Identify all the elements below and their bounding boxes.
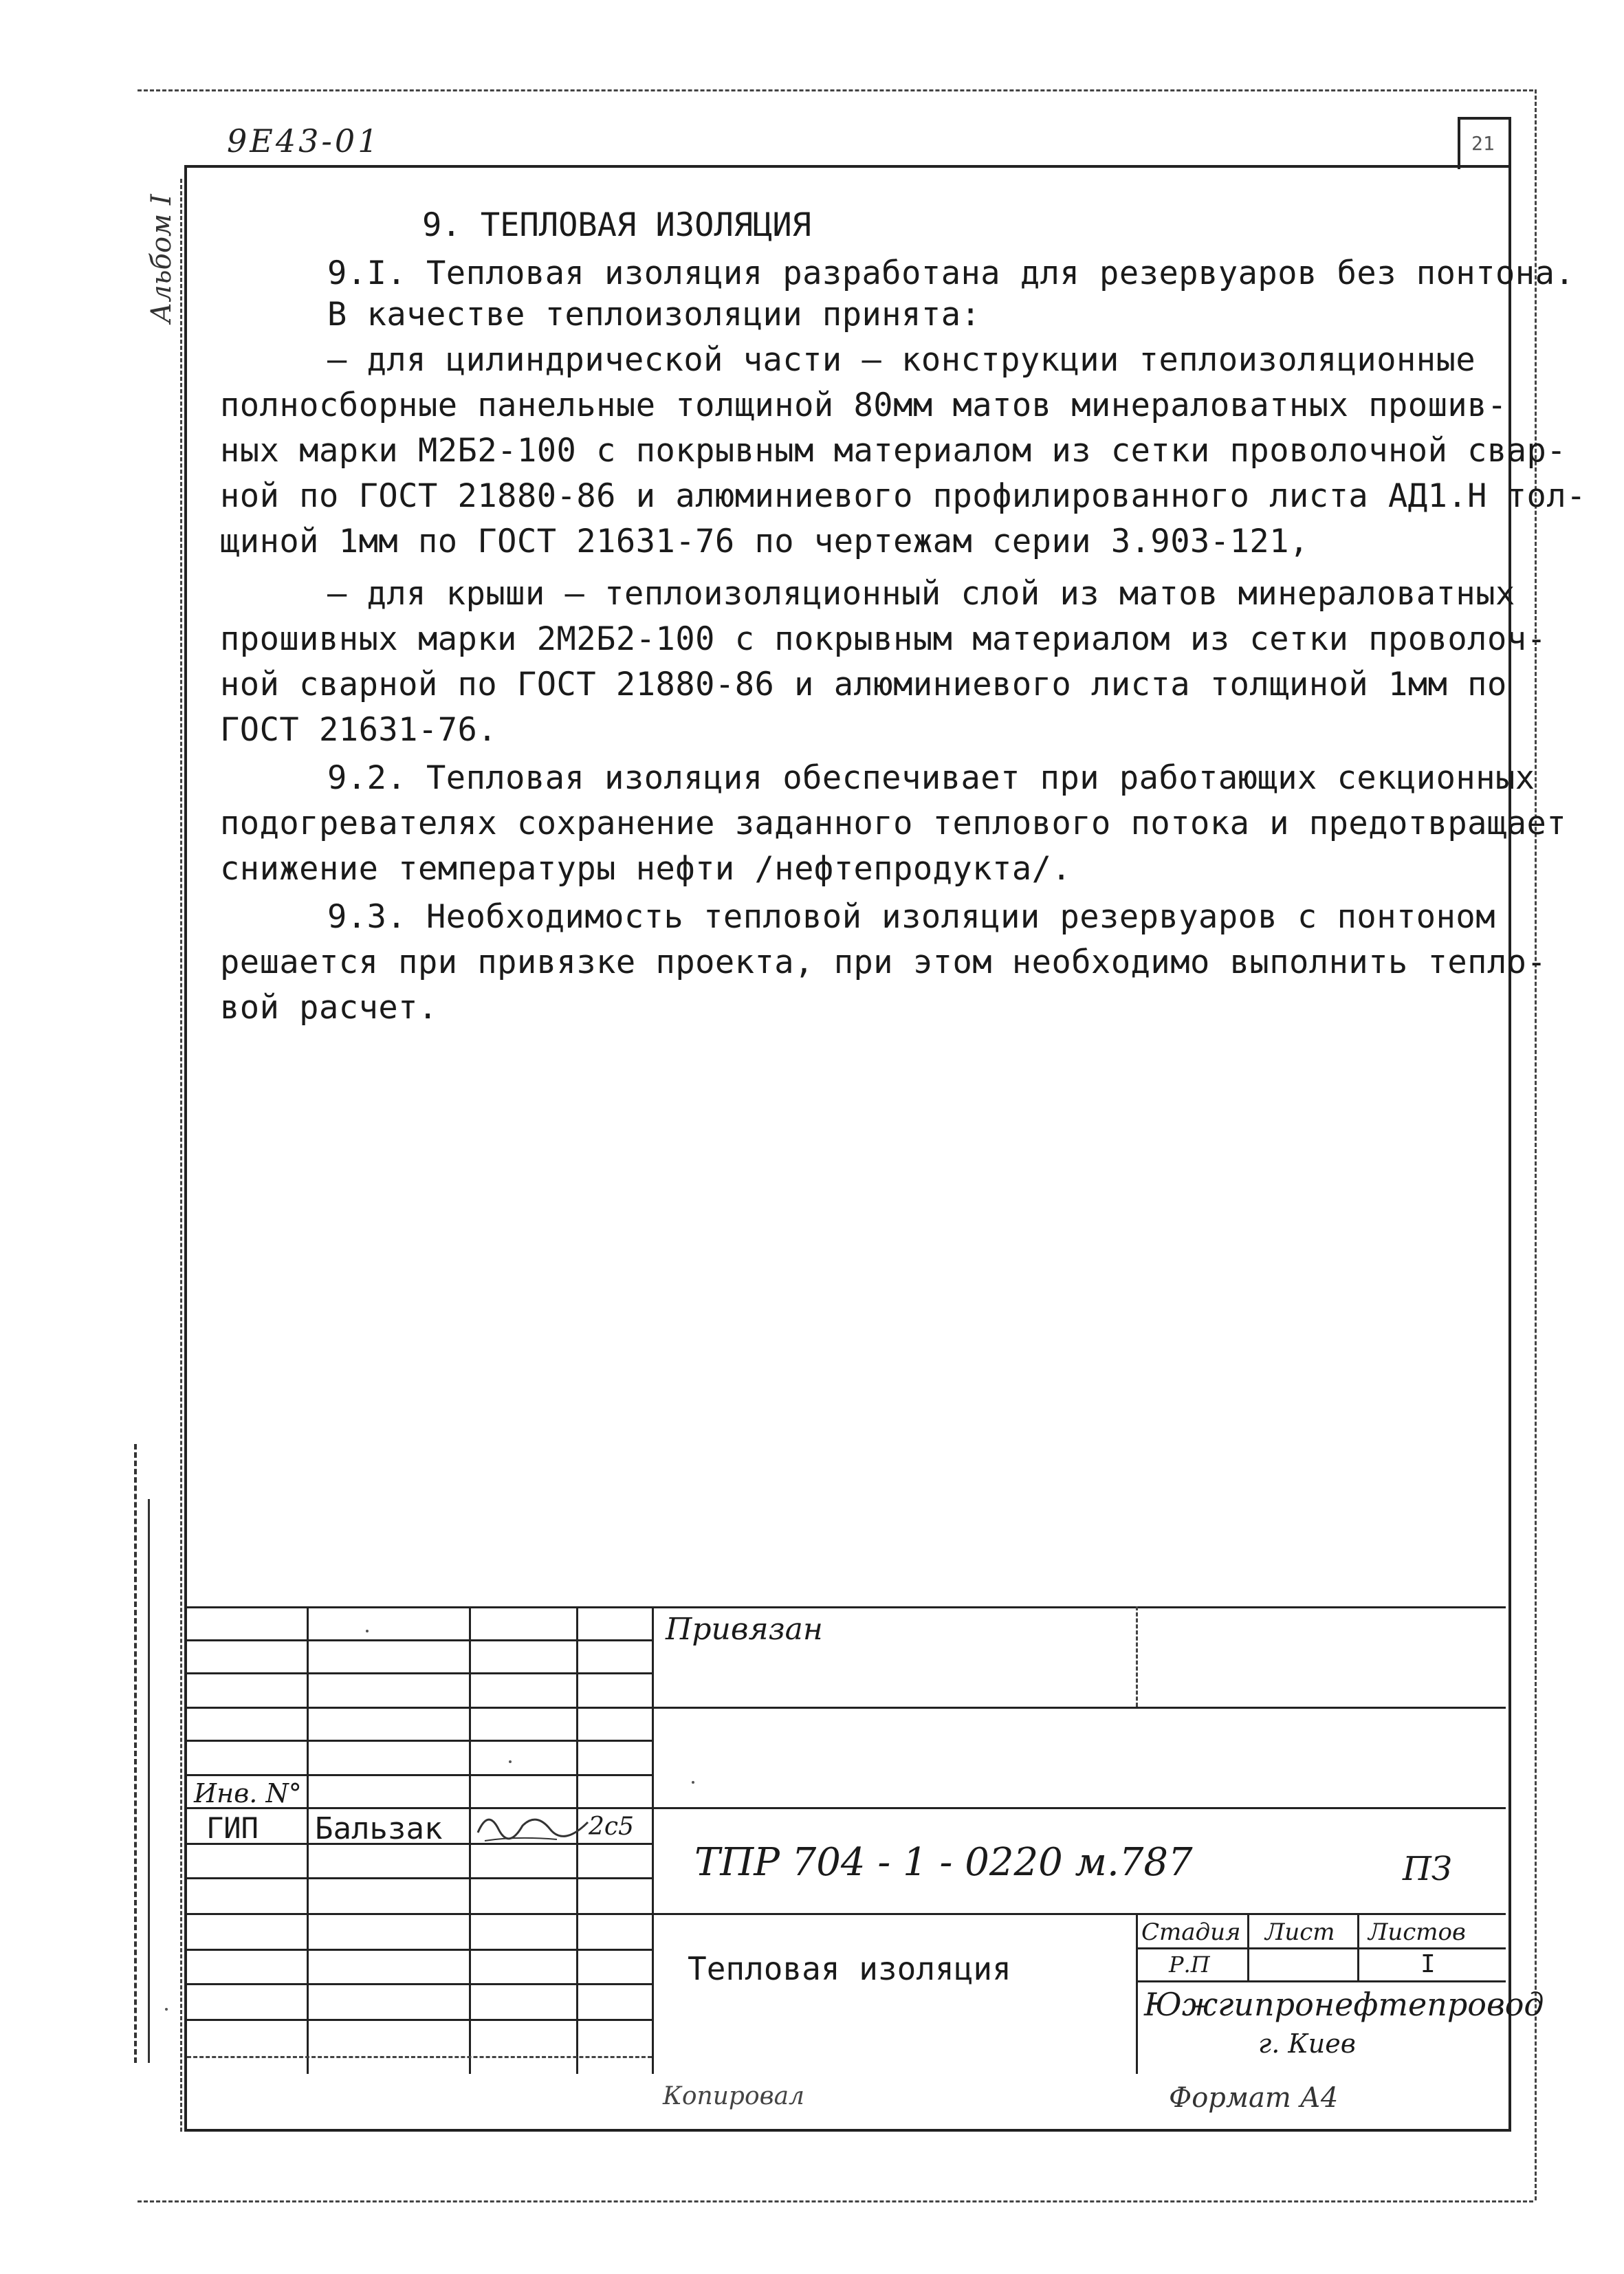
designation: ТПР 704 - 1 - 0220 м.787	[694, 1840, 1193, 1885]
sheets-value: I	[1420, 1950, 1436, 1978]
scan-edge-bottom	[138, 2200, 1533, 2202]
text-line: решается при привязке проекта, при этом необходимо выполнить тепло-	[220, 943, 1547, 981]
stage-col	[1247, 1913, 1249, 1980]
section-heading: 9. ТЕПЛОВАЯ ИЗОЛЯЦИЯ	[422, 206, 811, 244]
signature	[474, 1805, 591, 1846]
stage-values-bottom	[1136, 1980, 1506, 1982]
stage-value: Р.П	[1169, 1952, 1210, 1978]
text-line: полносборные панельные толщиной 80мм матов минераловатных прошив-	[220, 386, 1507, 424]
format-label: Формат А4	[1169, 2082, 1339, 2114]
grid-row	[187, 1740, 652, 1742]
scan-speck	[165, 2008, 168, 2011]
grid-row	[187, 1949, 652, 1951]
text-line: прошивных марки 2М2Б2-100 с покрывным материалом из сетки проволоч-	[220, 620, 1547, 658]
text-line: В качестве теплоизоляции принята:	[327, 296, 981, 334]
document-code: 9Е43-01	[227, 122, 381, 160]
grid-row	[187, 2019, 652, 2021]
text-line: – для цилиндрической части – конструкции теплоизоляционные	[327, 341, 1476, 379]
text-line: ных марки М2Б2-100 с покрывным материалом из сетки проволочной свар-	[220, 432, 1567, 470]
grid-col-4	[652, 1606, 654, 2074]
grid-row	[187, 1877, 652, 1879]
album-label: Альбом I	[146, 194, 177, 323]
tied-row-bottom	[652, 1707, 1506, 1709]
tied-divider	[1136, 1606, 1138, 1707]
grid-row	[187, 1639, 652, 1641]
sheet-header: Лист	[1265, 1918, 1335, 1946]
stage-header: Стадия	[1141, 1918, 1241, 1946]
text-line: подогревателях сохранение заданного теплового потока и предотвращает	[220, 805, 1567, 842]
grid-col-2	[469, 1606, 471, 2074]
text-line: ной по ГОСТ 21880-86 и алюминиевого профилированного листа АД1.Н тол-	[220, 477, 1586, 515]
sheet-title: Тепловая изоляция	[688, 1950, 1011, 1987]
grid-row	[187, 1983, 652, 1985]
stage-block-left	[1136, 1913, 1138, 2074]
text-line: снижение температуры нефти /нефтепродукта/.	[220, 850, 1072, 888]
tied-label: Привязан	[666, 1612, 823, 1647]
scan-edge-top	[138, 89, 1533, 91]
doc-type: ПЗ	[1403, 1850, 1452, 1888]
text-line: 9.3. Необходимость тепловой изоляции резервуаров с понтоном	[327, 898, 1495, 936]
scan-edge-left	[180, 179, 182, 2132]
sheets-header: Листов	[1368, 1918, 1466, 1946]
text-line: 9.I. Тепловая изоляция разработана для резервуаров без понтона.	[327, 254, 1575, 292]
person-name: Бальзак	[315, 1811, 443, 1846]
margin-binding-line	[134, 1444, 137, 2063]
copied-label: Копировал	[663, 2082, 804, 2110]
grid-row	[187, 1807, 1506, 1809]
grid-row	[187, 1913, 1506, 1915]
scan-speck	[509, 1760, 512, 1763]
grid-row	[187, 1774, 652, 1776]
text-line: – для крыши – теплоизоляционный слой из матов минераловатных	[327, 575, 1515, 613]
role-label: ГИП	[206, 1811, 259, 1845]
grid-col-1	[307, 1606, 309, 2074]
stage-header-bottom	[1136, 1947, 1506, 1949]
text-line: ГОСТ 21631-76.	[220, 711, 498, 749]
scan-speck	[692, 1781, 694, 1784]
text-line: щиной 1мм по ГОСТ 21631-76 по чертежам серии 3.903-121,	[220, 523, 1309, 560]
organization-name: Южгипронефтепровод	[1144, 1986, 1544, 2023]
margin-binding-line-2	[148, 1499, 150, 2063]
text-line: 9.2. Тепловая изоляция обеспечивает при работающих секционных	[327, 759, 1535, 797]
grid-row	[187, 1672, 652, 1674]
title-block-top	[187, 1606, 1506, 1608]
text-line: ной сварной по ГОСТ 21880-86 и алюминиевого листа толщиной 1мм по	[220, 666, 1507, 703]
scan-edge-right	[1535, 89, 1537, 2200]
sheet-number: 21	[1471, 132, 1495, 155]
text-line: вой расчет.	[220, 989, 438, 1027]
inv-label: Инв. N°	[194, 1778, 302, 1808]
sheet-col	[1357, 1913, 1359, 1980]
sign-date: 2с5	[589, 1813, 634, 1841]
grid-row-bottom	[187, 2056, 652, 2058]
organization-city: г. Киев	[1258, 2029, 1356, 2059]
scan-speck	[366, 1630, 369, 1632]
grid-row	[187, 1707, 652, 1709]
